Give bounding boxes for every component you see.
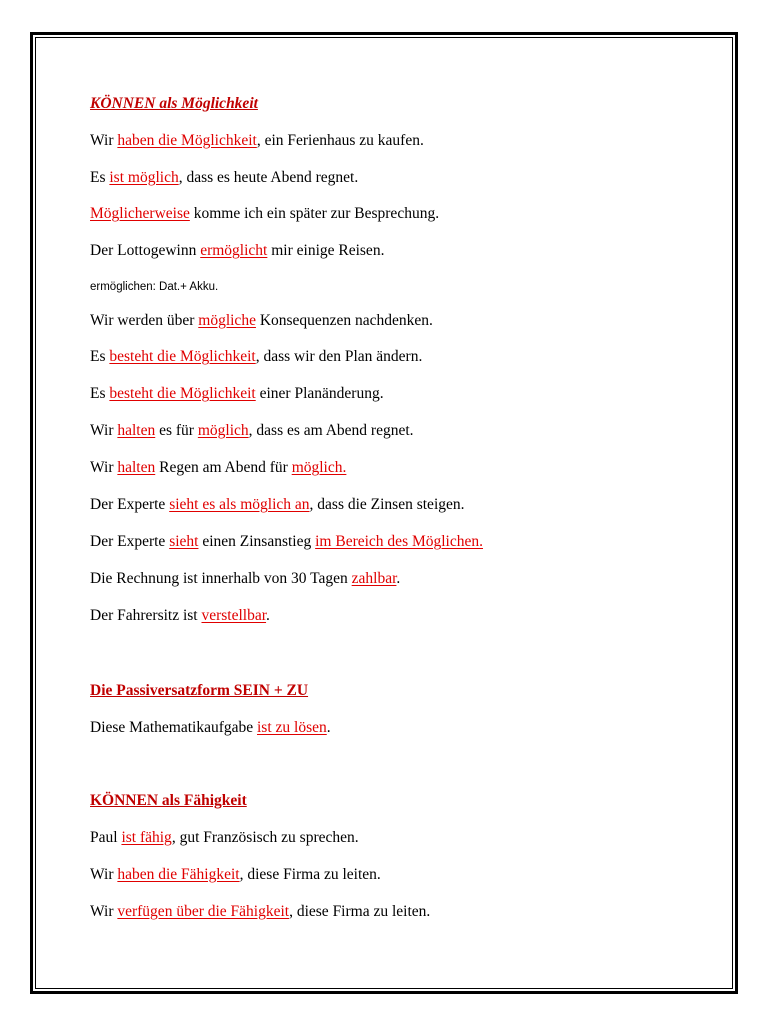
sentence-text: Diese Mathematikaufgabe	[90, 719, 257, 736]
sentence-text: .	[326, 719, 331, 736]
sentence-text: Der Experte	[90, 496, 170, 513]
sentence-text: .	[396, 570, 401, 587]
sentence-text: Regen am Abend für	[155, 459, 292, 476]
sentence-text: , dass es am Abend regnet.	[248, 422, 414, 439]
example-line	[90, 458, 346, 478]
sentence-text: Wir werden über	[90, 312, 199, 329]
example-line	[90, 865, 381, 885]
example-line	[90, 532, 483, 552]
highlighted-phrase: verstellbar	[201, 607, 267, 624]
sentence-text: Paul	[90, 829, 122, 846]
section-heading-moeglichkeit: KÖNNEN als Möglichkeit	[90, 95, 258, 112]
highlighted-phrase: Möglicherweise	[90, 205, 190, 222]
sentence-text: Wir	[90, 903, 118, 920]
sentence-text: mir einige Reisen.	[267, 242, 385, 259]
section-heading-faehigkeit: KÖNNEN als Fähigkeit	[90, 792, 247, 809]
example-line	[90, 718, 331, 738]
example-line	[90, 347, 422, 367]
sentence-text: .	[266, 607, 270, 624]
example-line	[90, 569, 400, 589]
example-line	[90, 421, 414, 441]
highlighted-phrase: sieht es als möglich an	[169, 496, 310, 513]
example-line	[90, 204, 439, 224]
example-line	[90, 495, 465, 515]
sentence-text: Der Fahrersitz ist	[90, 607, 202, 624]
highlighted-phrase: ermöglicht	[200, 242, 268, 259]
highlighted-phrase: ist möglich	[109, 169, 179, 186]
sentence-text: Es	[90, 169, 110, 186]
example-line	[90, 241, 384, 261]
example-line	[90, 606, 270, 626]
sentence-text: Konsequenzen nachdenken.	[255, 312, 433, 329]
sentence-text: , dass die Zinsen steigen.	[309, 496, 465, 513]
highlighted-phrase: sieht	[169, 533, 199, 550]
example-line	[90, 131, 424, 151]
sentence-text: Wir	[90, 459, 118, 476]
sentence-text: Wir	[90, 866, 118, 883]
highlighted-phrase: besteht die Möglichkeit	[109, 385, 256, 402]
example-line	[90, 902, 430, 922]
highlighted-phrase: möglich.	[291, 459, 347, 476]
highlighted-phrase: haben die Möglichkeit	[117, 132, 257, 149]
sentence-text: , gut Französisch zu sprechen.	[171, 829, 359, 846]
example-line	[90, 828, 359, 848]
highlighted-phrase: im Bereich des Möglichen.	[315, 533, 483, 550]
sentence-text: , diese Firma zu leiten.	[239, 866, 381, 883]
highlighted-phrase: halten	[117, 459, 156, 476]
sentence-text: einer Planänderung.	[255, 385, 384, 402]
highlighted-phrase: haben die Fähigkeit	[117, 866, 240, 883]
sentence-text: , dass es heute Abend regnet.	[178, 169, 359, 186]
highlighted-phrase: ist zu lösen	[257, 719, 327, 736]
sentence-text: Es	[90, 348, 110, 365]
sentence-text: Wir	[90, 422, 118, 439]
example-line	[90, 384, 384, 404]
highlighted-phrase: verfügen über die Fähigkeit	[117, 903, 290, 920]
example-line	[90, 168, 358, 188]
sentence-text: , ein Ferienhaus zu kaufen.	[256, 132, 424, 149]
sentence-text: einen Zinsanstieg	[198, 533, 316, 550]
section-heading-passiversatz: Die Passiversatzform SEIN + ZU	[90, 682, 309, 699]
highlighted-phrase: mögliche	[198, 312, 256, 329]
highlighted-phrase: möglich	[197, 422, 249, 439]
sentence-text: Der Experte	[90, 533, 170, 550]
highlighted-phrase: halten	[117, 422, 156, 439]
highlighted-phrase: besteht die Möglichkeit	[109, 348, 256, 365]
sentence-text: Wir	[90, 132, 118, 149]
sentence-text: Die Rechnung ist innerhalb von 30 Tagen	[90, 570, 352, 587]
highlighted-phrase: ist fähig	[121, 829, 172, 846]
sentence-text: ermöglichen: Dat.+ Akku.	[90, 281, 219, 293]
sentence-text: Der Lottogewinn	[90, 242, 201, 259]
sentence-text: , dass wir den Plan ändern.	[255, 348, 423, 365]
sentence-text: komme ich ein später zur Besprechung.	[189, 205, 440, 222]
sentence-text: es für	[155, 422, 198, 439]
sentence-text: Es	[90, 385, 110, 402]
grammar-note	[90, 277, 218, 297]
sentence-text: , diese Firma zu leiten.	[289, 903, 431, 920]
highlighted-phrase: zahlbar	[351, 570, 397, 587]
example-line	[90, 311, 433, 331]
